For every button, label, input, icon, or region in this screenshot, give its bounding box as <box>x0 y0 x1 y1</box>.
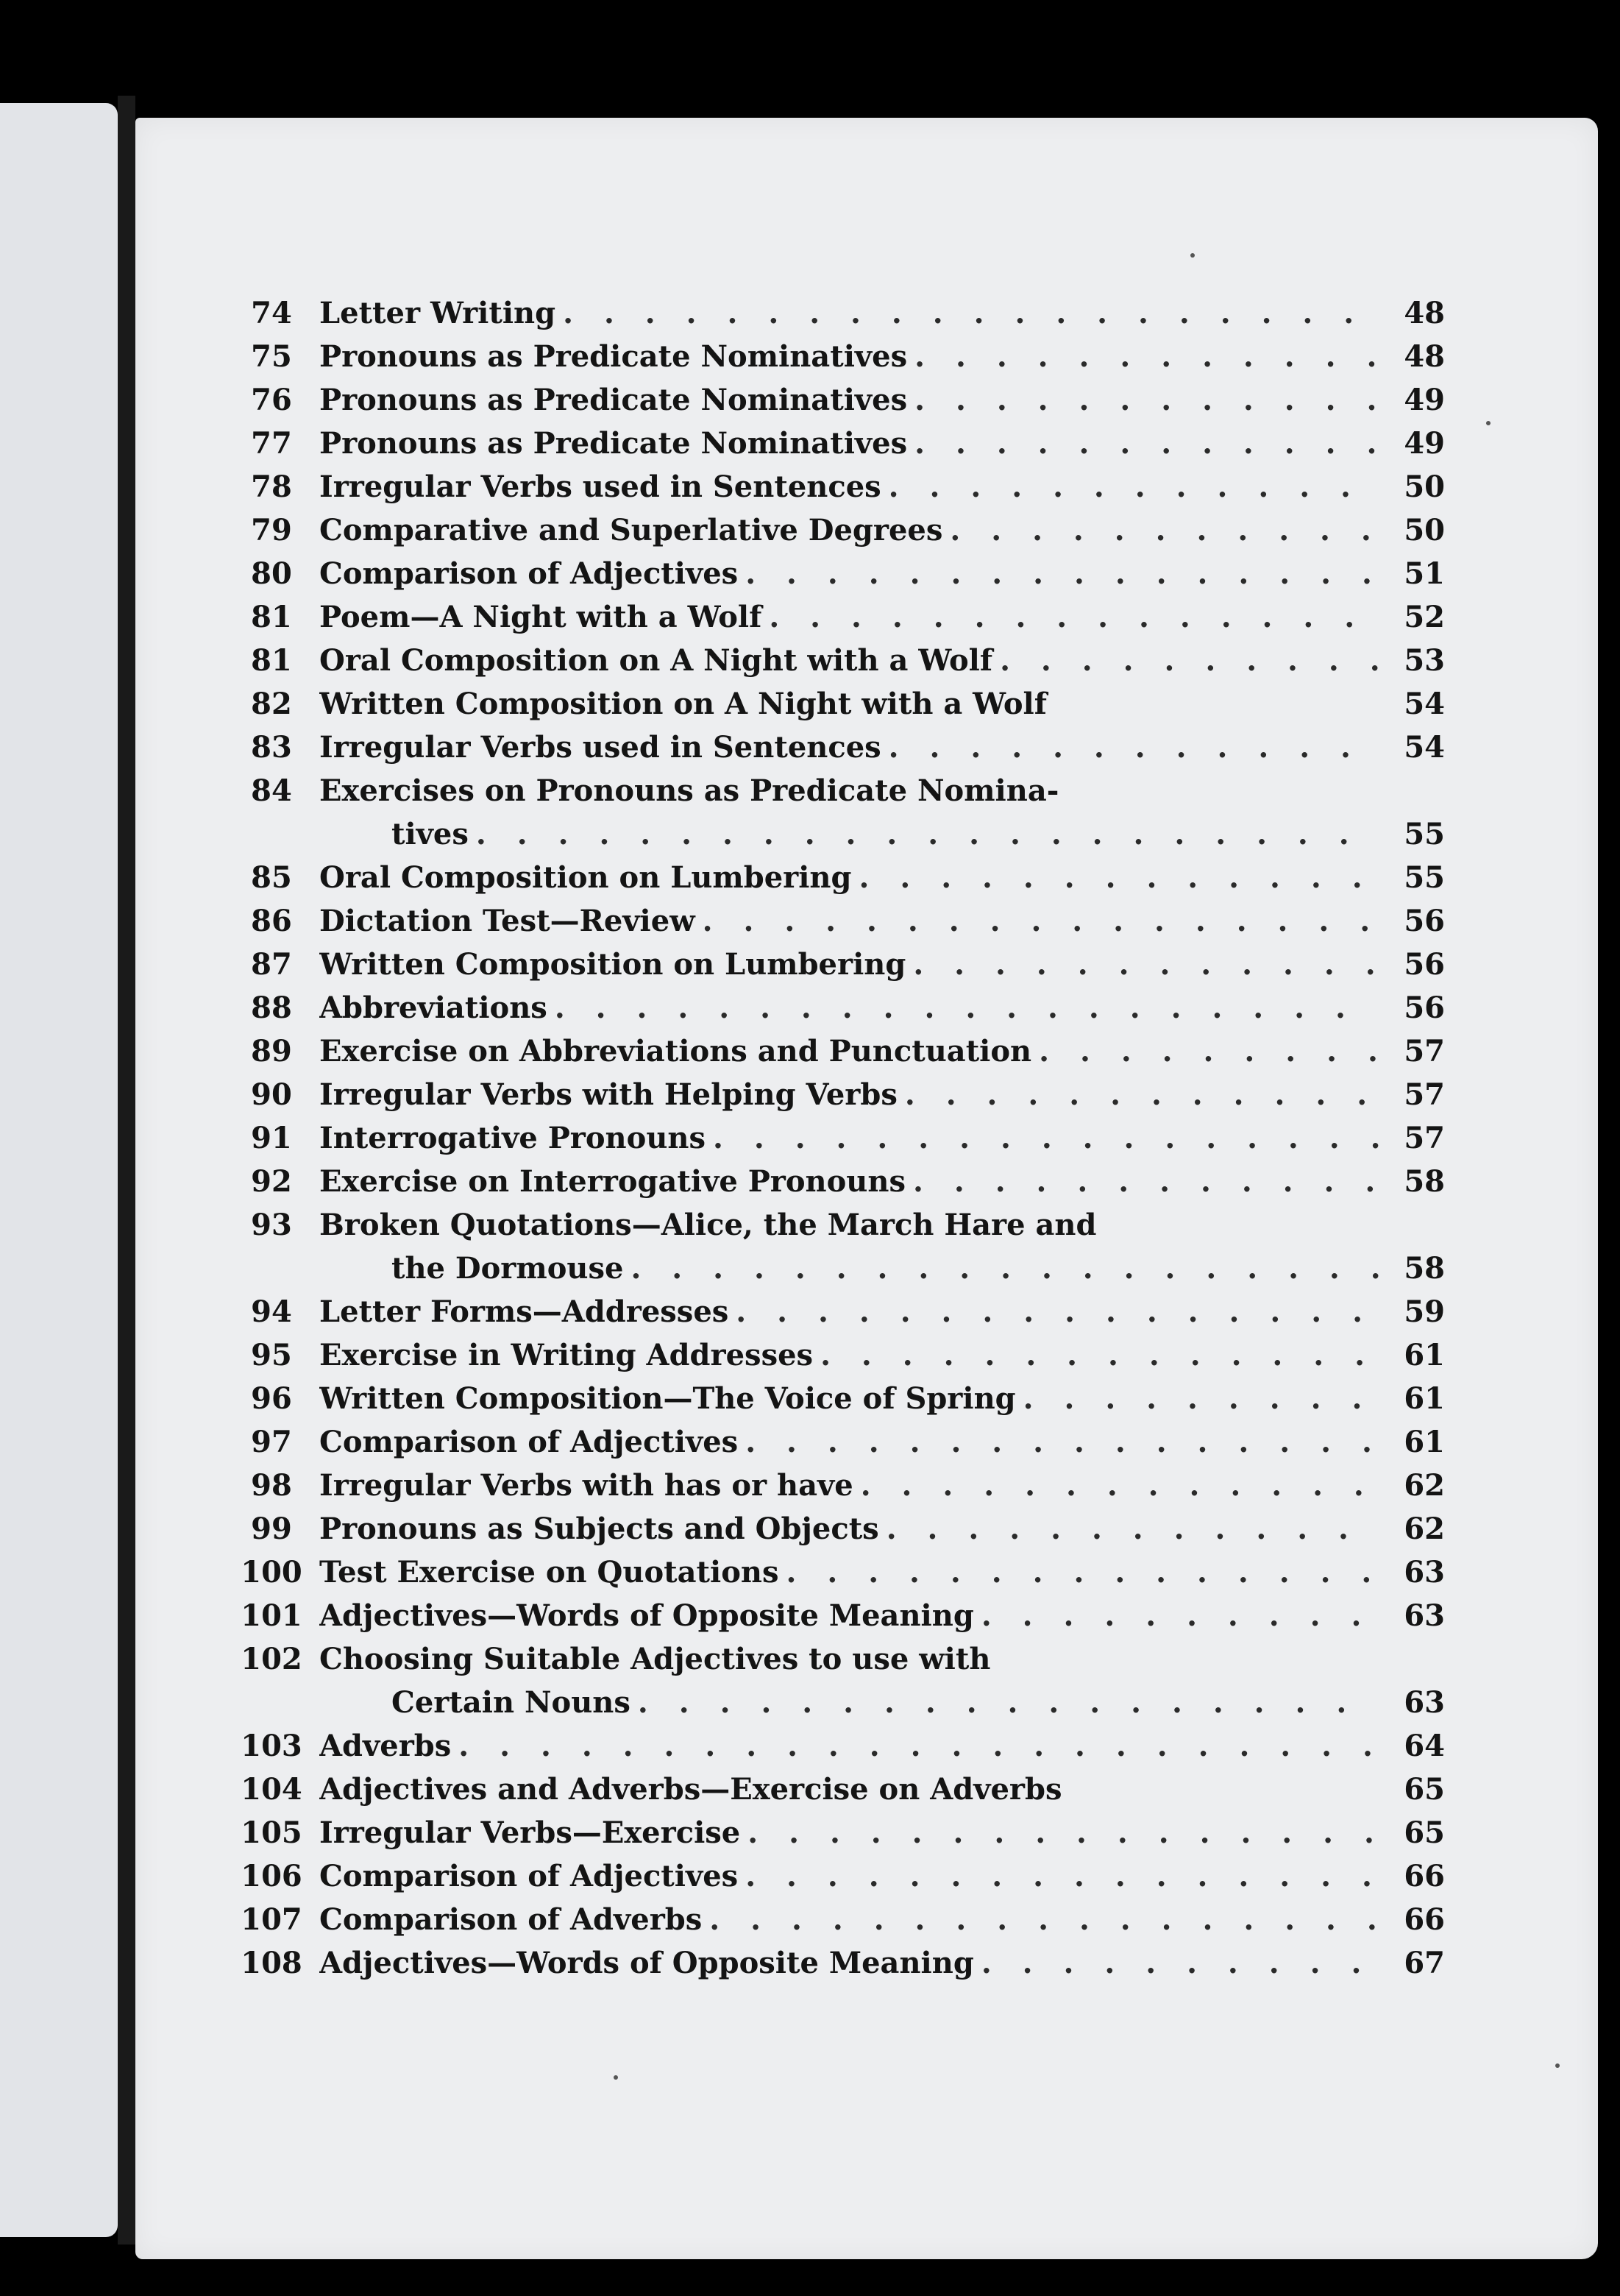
title-line <box>319 1420 1379 1464</box>
lesson-number: 108 <box>241 1946 302 1980</box>
entry-title-block <box>319 1507 1379 1551</box>
entry-title-block <box>319 1290 1379 1333</box>
title-line <box>319 769 1379 812</box>
toc-entry <box>224 595 1445 639</box>
toc-entry <box>224 1464 1445 1507</box>
toc-entry <box>224 509 1445 552</box>
entry-title-block <box>319 1333 1379 1377</box>
toc-entry <box>224 291 1445 335</box>
lesson-number: 96 <box>251 1381 292 1416</box>
book-spine <box>118 96 135 2244</box>
toc-entry <box>224 682 1445 726</box>
page-number: 53 <box>1404 643 1445 678</box>
title-line <box>319 639 1379 682</box>
lesson-number: 91 <box>251 1121 292 1155</box>
lesson-number: 105 <box>241 1815 302 1850</box>
title-line <box>319 682 1379 726</box>
entry-title-block <box>319 422 1379 465</box>
lesson-number: 77 <box>251 426 292 461</box>
entry-title-block <box>319 682 1379 726</box>
toc-entry <box>224 1941 1445 1985</box>
page-number: 49 <box>1404 426 1445 461</box>
dot-leader <box>859 856 1379 899</box>
dot-leader <box>555 986 1379 1030</box>
entry-title-block <box>319 639 1379 682</box>
toc-entry <box>224 422 1445 465</box>
dot-leader <box>747 1811 1379 1854</box>
page-number: 67 <box>1404 1946 1445 1980</box>
page-number: 50 <box>1404 513 1445 548</box>
lesson-title: Pronouns as Predicate Nominatives <box>319 383 908 417</box>
title-continuation-line <box>319 1681 1379 1724</box>
title-line <box>319 1333 1379 1377</box>
page-number: 63 <box>1404 1685 1445 1720</box>
entry-title-block <box>319 1941 1379 1985</box>
page-number: 48 <box>1404 296 1445 330</box>
entry-title-block <box>319 1160 1379 1203</box>
lesson-number: 90 <box>251 1077 292 1112</box>
title-line <box>319 1290 1379 1333</box>
dot-leader <box>1023 1377 1379 1420</box>
dot-leader <box>861 1464 1379 1507</box>
lesson-number: 94 <box>251 1294 292 1329</box>
dot-leader <box>913 1160 1379 1203</box>
lesson-title: Interrogative Pronouns <box>319 1121 706 1155</box>
lesson-title: Written Composition on Lumbering <box>319 947 906 982</box>
toc-entry <box>224 552 1445 595</box>
entry-title-block <box>319 1594 1379 1637</box>
lesson-title: Letter Forms—Addresses <box>319 1294 729 1329</box>
lesson-number: 106 <box>241 1859 302 1893</box>
dot-leader <box>1039 1030 1379 1073</box>
lesson-title: Exercises on Pronouns as Predicate Nomina- <box>319 773 1059 808</box>
dot-leader <box>887 1507 1379 1551</box>
entry-title-block <box>319 1768 1379 1811</box>
lesson-number: 76 <box>251 383 292 417</box>
dot-leader <box>786 1551 1379 1594</box>
dot-leader <box>769 595 1379 639</box>
dot-leader <box>914 378 1379 422</box>
toc-entry <box>224 1811 1445 1854</box>
dot-leader <box>914 422 1379 465</box>
title-line <box>319 1377 1379 1420</box>
title-continuation-line <box>319 812 1379 856</box>
lesson-number: 103 <box>241 1729 302 1763</box>
dot-leader <box>709 1898 1379 1941</box>
title-line <box>319 552 1379 595</box>
title-line <box>319 509 1379 552</box>
dot-leader <box>905 1073 1379 1116</box>
title-line <box>319 378 1379 422</box>
lesson-title: Irregular Verbs with has or have <box>319 1468 853 1503</box>
lesson-number: 85 <box>251 860 292 895</box>
lesson-title: Irregular Verbs with Helping Verbs <box>319 1077 898 1112</box>
entry-title-block <box>319 986 1379 1030</box>
title-line <box>319 1116 1379 1160</box>
title-line <box>319 1898 1379 1941</box>
dot-leader <box>889 726 1379 769</box>
lesson-title: Test Exercise on Quotations <box>319 1555 779 1590</box>
toc-entry <box>224 1116 1445 1160</box>
toc-entry <box>224 856 1445 899</box>
toc-entry <box>224 335 1445 378</box>
lesson-number: 82 <box>251 687 292 721</box>
toc-entry <box>224 1551 1445 1594</box>
lesson-title: Adverbs <box>319 1729 452 1763</box>
toc-entry <box>224 378 1445 422</box>
dot-leader <box>630 1247 1379 1290</box>
lesson-title: Adjectives—Words of Opposite Meaning <box>319 1946 974 1980</box>
paper-speck <box>1486 421 1491 425</box>
page-number: 65 <box>1404 1815 1445 1850</box>
title-line <box>319 1464 1379 1507</box>
dot-leader <box>563 291 1379 335</box>
lesson-number: 81 <box>251 600 292 634</box>
page-number: 50 <box>1404 470 1445 504</box>
lesson-number: 92 <box>251 1164 292 1199</box>
dot-leader <box>458 1724 1379 1768</box>
lesson-number: 75 <box>251 339 292 374</box>
lesson-title: Exercise in Writing Addresses <box>319 1338 814 1372</box>
book-page <box>135 118 1598 2259</box>
page-number: 66 <box>1404 1902 1445 1937</box>
title-line <box>319 335 1379 378</box>
title-line <box>319 1594 1379 1637</box>
page-number: 52 <box>1404 600 1445 634</box>
dot-leader <box>703 899 1379 943</box>
dot-leader <box>981 1941 1379 1985</box>
page-number: 62 <box>1404 1512 1445 1546</box>
page-number: 55 <box>1404 860 1445 895</box>
toc-entry <box>224 1030 1445 1073</box>
toc-entry <box>224 639 1445 682</box>
entry-title-block <box>319 856 1379 899</box>
lesson-title: Poem—A Night with a Wolf <box>319 600 762 634</box>
lesson-number: 87 <box>251 947 292 982</box>
toc-entry <box>224 769 1445 856</box>
page-number: 56 <box>1404 991 1445 1025</box>
lesson-title: Comparison of Adjectives <box>319 1859 739 1893</box>
title-line <box>319 1551 1379 1594</box>
title-continuation-line <box>319 1247 1379 1290</box>
lesson-title: Broken Quotations—Alice, the March Hare and <box>319 1208 1097 1242</box>
toc-entry <box>224 986 1445 1030</box>
entry-title-block <box>319 1116 1379 1160</box>
dot-leader <box>745 552 1379 595</box>
entry-title-block <box>319 1377 1379 1420</box>
title-line <box>319 422 1379 465</box>
lesson-number: 100 <box>241 1555 302 1590</box>
title-line <box>319 465 1379 509</box>
title-line <box>319 899 1379 943</box>
toc-entry <box>224 1768 1445 1811</box>
paper-speck <box>1190 253 1195 258</box>
toc-entry <box>224 1290 1445 1333</box>
page-number: 64 <box>1404 1729 1445 1763</box>
lesson-number: 88 <box>251 991 292 1025</box>
toc-entry <box>224 1203 1445 1290</box>
title-line <box>319 1160 1379 1203</box>
entry-title-block <box>319 1420 1379 1464</box>
title-line <box>319 595 1379 639</box>
lesson-title-continuation: the Dormouse <box>391 1251 624 1286</box>
title-line <box>319 1073 1379 1116</box>
page-number: 56 <box>1404 947 1445 982</box>
lesson-title: Adjectives—Words of Opposite Meaning <box>319 1598 974 1633</box>
page-number: 59 <box>1404 1294 1445 1329</box>
entry-title-block <box>319 509 1379 552</box>
page-number: 61 <box>1404 1338 1445 1372</box>
toc-entry <box>224 1073 1445 1116</box>
dot-leader <box>1000 639 1379 682</box>
toc-entry <box>224 1594 1445 1637</box>
page-number: 57 <box>1404 1077 1445 1112</box>
lesson-number: 98 <box>251 1468 292 1503</box>
page-number: 63 <box>1404 1598 1445 1633</box>
entry-title-block <box>319 465 1379 509</box>
lesson-title: Abbreviations <box>319 991 547 1025</box>
toc-entry <box>224 1637 1445 1724</box>
page-number: 63 <box>1404 1555 1445 1590</box>
dot-leader <box>736 1290 1379 1333</box>
lesson-title: Letter Writing <box>319 296 556 330</box>
title-line <box>319 1724 1379 1768</box>
entry-title-block <box>319 595 1379 639</box>
page-number: 61 <box>1404 1425 1445 1459</box>
page-number: 57 <box>1404 1034 1445 1069</box>
lesson-title: Comparison of Adjectives <box>319 1425 739 1459</box>
lesson-number: 83 <box>251 730 292 765</box>
lesson-title-continuation: tives <box>391 817 469 851</box>
lesson-number: 78 <box>251 470 292 504</box>
facing-page-edge <box>0 103 118 2237</box>
dot-leader <box>981 1594 1379 1637</box>
page-number: 56 <box>1404 904 1445 938</box>
entry-title-block <box>319 726 1379 769</box>
toc-entry <box>224 1377 1445 1420</box>
page-number: 65 <box>1404 1772 1445 1807</box>
page-number: 62 <box>1404 1468 1445 1503</box>
toc-entry <box>224 1507 1445 1551</box>
title-line <box>319 1030 1379 1073</box>
lesson-title: Oral Composition on Lumbering <box>319 860 852 895</box>
entry-title-block <box>319 1854 1379 1898</box>
entry-title-block <box>319 1030 1379 1073</box>
lesson-title: Exercise on Abbreviations and Punctuation <box>319 1034 1032 1069</box>
toc-entry <box>224 465 1445 509</box>
entry-title-block <box>319 1637 1379 1724</box>
lesson-title: Pronouns as Predicate Nominatives <box>319 339 908 374</box>
lesson-title: Adjectives and Adverbs—Exercise on Adverbs <box>319 1772 1062 1807</box>
dot-leader <box>745 1854 1379 1898</box>
dot-leader <box>713 1116 1379 1160</box>
title-line <box>319 1203 1379 1247</box>
lesson-number: 84 <box>251 773 292 808</box>
lesson-title: Exercise on Interrogative Pronouns <box>319 1164 906 1199</box>
toc-entry <box>224 1160 1445 1203</box>
toc-entry <box>224 726 1445 769</box>
toc-entry <box>224 1420 1445 1464</box>
paper-speck <box>1555 2063 1560 2068</box>
lesson-title: Irregular Verbs used in Sentences <box>319 730 881 765</box>
dot-leader <box>476 812 1379 856</box>
entry-title-block <box>319 1898 1379 1941</box>
lesson-number: 89 <box>251 1034 292 1069</box>
lesson-title: Comparative and Superlative Degrees <box>319 513 943 548</box>
entry-title-block <box>319 1811 1379 1854</box>
lesson-title: Irregular Verbs—Exercise <box>319 1815 741 1850</box>
dot-leader <box>950 509 1379 552</box>
lesson-number: 86 <box>251 904 292 938</box>
entry-title-block <box>319 1073 1379 1116</box>
lesson-number: 102 <box>241 1642 302 1676</box>
title-line <box>319 1854 1379 1898</box>
entry-title-block <box>319 552 1379 595</box>
lesson-number: 81 <box>251 643 292 678</box>
entry-title-block <box>319 1551 1379 1594</box>
page-number: 61 <box>1404 1381 1445 1416</box>
entry-title-block <box>319 899 1379 943</box>
title-line <box>319 943 1379 986</box>
paper-speck <box>614 2075 618 2080</box>
dot-leader <box>638 1681 1379 1724</box>
page-number: 54 <box>1404 730 1445 765</box>
lesson-title: Pronouns as Subjects and Objects <box>319 1512 879 1546</box>
dot-leader <box>914 335 1379 378</box>
page-number: 58 <box>1404 1251 1445 1286</box>
lesson-title: Written Composition on A Night with a Wolf <box>319 687 1047 721</box>
entry-title-block <box>319 769 1379 856</box>
dot-leader <box>745 1420 1379 1464</box>
toc-entry <box>224 1724 1445 1768</box>
lesson-title: Choosing Suitable Adjectives to use with <box>319 1642 991 1676</box>
title-line <box>319 1768 1379 1811</box>
entry-title-block <box>319 1724 1379 1768</box>
title-line <box>319 291 1379 335</box>
lesson-number: 74 <box>251 296 292 330</box>
dot-leader <box>889 465 1379 509</box>
toc-entry <box>224 943 1445 986</box>
lesson-number: 79 <box>251 513 292 548</box>
toc-entry <box>224 1898 1445 1941</box>
dot-leader <box>820 1333 1379 1377</box>
title-line <box>319 856 1379 899</box>
page-number: 54 <box>1404 687 1445 721</box>
dot-leader <box>913 943 1379 986</box>
lesson-number: 80 <box>251 556 292 591</box>
title-line <box>319 986 1379 1030</box>
lesson-title: Pronouns as Predicate Nominatives <box>319 426 908 461</box>
entry-title-block <box>319 1464 1379 1507</box>
title-line <box>319 1811 1379 1854</box>
entry-title-block <box>319 335 1379 378</box>
page-number: 66 <box>1404 1859 1445 1893</box>
lesson-title-continuation: Certain Nouns <box>391 1685 630 1720</box>
title-line <box>319 1507 1379 1551</box>
lesson-title: Dictation Test—Review <box>319 904 695 938</box>
page-number: 55 <box>1404 817 1445 851</box>
lesson-title: Oral Composition on A Night with a Wolf <box>319 643 993 678</box>
lesson-title: Irregular Verbs used in Sentences <box>319 470 881 504</box>
lesson-title: Written Composition—The Voice of Spring <box>319 1381 1016 1416</box>
entry-title-block <box>319 943 1379 986</box>
lesson-number: 95 <box>251 1338 292 1372</box>
page-number: 51 <box>1404 556 1445 591</box>
entry-title-block <box>319 378 1379 422</box>
title-line <box>319 726 1379 769</box>
lesson-number: 97 <box>251 1425 292 1459</box>
entry-title-block <box>319 291 1379 335</box>
page-number: 57 <box>1404 1121 1445 1155</box>
page-number: 58 <box>1404 1164 1445 1199</box>
lesson-number: 107 <box>241 1902 302 1937</box>
page-number: 49 <box>1404 383 1445 417</box>
lesson-number: 99 <box>251 1512 292 1546</box>
lesson-number: 101 <box>241 1598 302 1633</box>
title-line <box>319 1941 1379 1985</box>
lesson-number: 104 <box>241 1772 302 1807</box>
toc-entry <box>224 1854 1445 1898</box>
lesson-number: 93 <box>251 1208 292 1242</box>
entry-title-block <box>319 1203 1379 1290</box>
toc-entry <box>224 1333 1445 1377</box>
title-line <box>319 1637 1379 1681</box>
lesson-title: Comparison of Adjectives <box>319 556 739 591</box>
toc-entry <box>224 899 1445 943</box>
table-of-contents <box>224 291 1445 1985</box>
lesson-title: Comparison of Adverbs <box>319 1902 703 1937</box>
page-number: 48 <box>1404 339 1445 374</box>
